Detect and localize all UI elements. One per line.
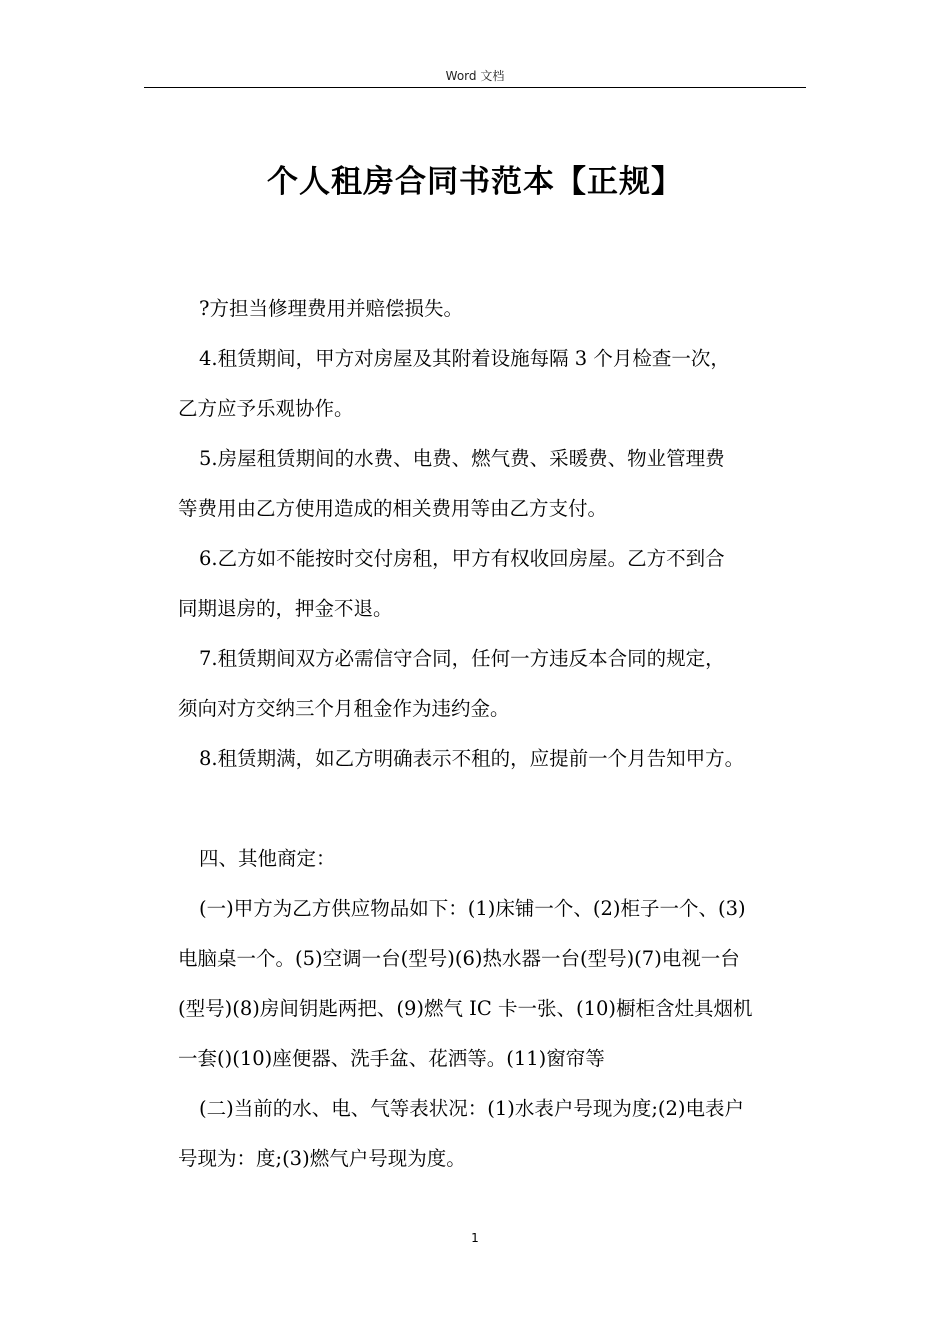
text-line: 号现为：度;(3)燃气户号现为度。 [178,1147,466,1170]
header-divider [144,87,806,88]
text-line: 电脑桌一个。(5)空调一台(型号)(6)热水器一台(型号)(7)电视一台 [178,947,740,970]
document-body [178,284,810,1184]
paragraph [178,334,810,434]
text-line: 6.乙方如不能按时交付房租，甲方有权收回房屋。乙方不到合 [199,547,725,570]
text-line: 4.租赁期间，甲方对房屋及其附着设施每隔 3 个月检查一次， [199,347,730,370]
text-line: 须向对方交纳三个月租金作为违约金。 [178,697,510,720]
text-line: 四、其他商定： [199,847,336,870]
text-line: 乙方应予乐观协作。 [178,397,354,420]
paragraph [178,284,810,334]
paragraph [178,734,810,784]
paragraph [178,634,810,734]
page-header: Word 文档 [445,69,505,83]
text-line: 7.租赁期间双方必需信守合同，任何一方违反本合同的规定， [199,647,725,670]
text-line: ?方担当修理费用并赔偿损失。 [199,297,463,320]
text-line: 5.房屋租赁期间的水费、电费、燃气费、采暖费、物业管理费 [199,447,725,470]
page-number: 1 [471,1231,479,1245]
text-line: 等费用由乙方使用造成的相关费用等由乙方支付。 [178,497,608,520]
text-line: (二)当前的水、电、气等表状况：(1)水表户号现为度;(2)电表户 [199,1097,745,1120]
text-line: (型号)(8)房间钥匙两把、(9)燃气 IC 卡一张、(10)橱柜含灶具烟机 [178,997,753,1020]
text-line: 同期退房的，押金不退。 [178,597,393,620]
document-title: 个人租房合同书范本【正规】 [267,164,683,200]
text-line: (一)甲方为乙方供应物品如下：(1)床铺一个、(2)柜子一个、(3) [199,897,746,920]
paragraph-gap [178,784,810,834]
text-line: 8.租赁期满，如乙方明确表示不租的，应提前一个月告知甲方。 [199,747,745,770]
paragraph [178,884,810,1084]
section-heading [178,834,810,884]
text-line: 一套()(10)座便器、洗手盆、花洒等。(11)窗帘等 [178,1047,605,1070]
paragraph [178,1084,810,1184]
paragraph [178,534,810,634]
paragraph [178,434,810,534]
